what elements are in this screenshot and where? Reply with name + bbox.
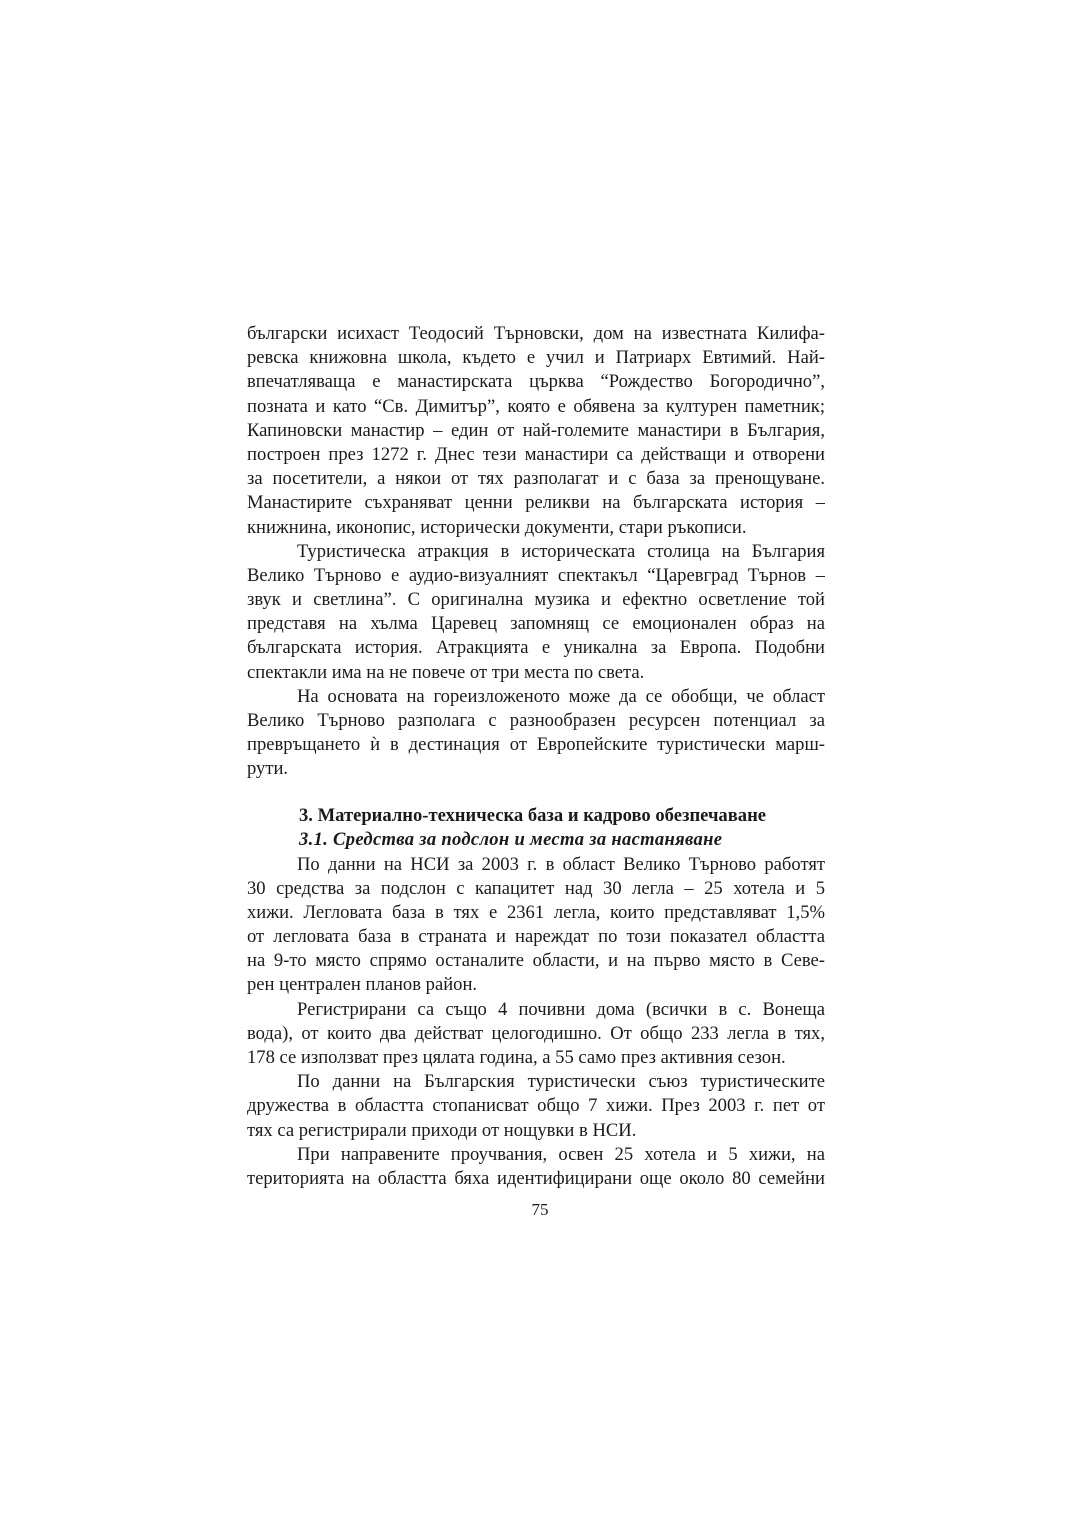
text-line: звук и светлина”. С оригинална музика и ефектно осветление той [247,589,825,611]
text-line: дружества в областта стопанисват общо 7 хижи. През 2003 г. пет от [247,1095,825,1117]
section-subheading: 3.1. Средства за подслон и места за настаняване [299,829,723,851]
text-line: превръщането ѝ в дестинация от Европейските туристически марш- [247,734,825,756]
text-line: Велико Търново разполага с разнообразен ресурсен потенциал за [247,710,825,731]
text-line: територията на областта бяха идентифицирани още около 80 семейни [247,1167,825,1189]
text-line: впечатляваща е манастирската църква “Рождество Богородично”, [247,371,825,393]
text-line: вода), от които два действат целогодишно. От общо 233 легла в тях, [247,1022,825,1044]
section-heading: 3. Материално-техническа база и кадрово обезпечаване [299,804,767,826]
text-line: 30 средства за подслон с капацитет над 30 легла – 25 хотела и 5 [247,877,825,899]
paragraph-summary [247,685,825,782]
page-number: 75 [531,1200,549,1219]
text-line: рен централен планов район. [247,974,478,996]
text-line: български исихаст Теодосий Търновски, дом на известната Килифа- [247,323,825,344]
text-line: спектакли има на не повече от три места по света. [247,661,645,683]
text-line: По данни на НСИ за 2003 г. в област Велико Търново работят [297,853,825,875]
text-line: Туристическа атракция в историческата столица на България [297,540,825,562]
page-body [247,322,825,1191]
text-line: книжнина, иконопис, исторически документи, стари ръкописи. [247,516,747,538]
text-line: позната и като “Св. Димитър”, която е обявена за културен паметник; [247,395,825,417]
text-line: По данни на Българския туристически съюз туристическите [297,1071,825,1093]
text-line: 178 се използват през цялата година, а 55 само през активния сезон. [247,1047,786,1069]
text-line: Регистрирани са също 4 почивни дома (всички в с. Вонеща [297,998,825,1020]
paragraph-spectacle [247,540,825,685]
text-line: тях са регистрирали приходи от нощувки в НСИ. [247,1119,637,1141]
text-line: Велико Търново е аудио-визуалният спектакъл “Царевград Търнов – [247,564,825,586]
section-gap [247,782,825,804]
text-line: При направените проучвания, освен 25 хотела и 5 хижи, на [297,1143,825,1165]
paragraph-rest-homes [247,998,825,1071]
text-line: представя на хълма Царевец запомнящ се емоционален образ на [247,613,825,635]
text-line: рути. [247,758,289,780]
text-line: На основата на гореизложеното може да се обобщи, че област [297,685,825,707]
text-line: българската история. Атракцията е уникална за Европа. Подобни [247,637,825,659]
text-line: ревска книжовна школа, където е учил и Патриарх Евтимий. Най- [247,347,825,369]
text-line: Манастирите съхраняват ценни реликви на българската история – [247,492,825,514]
paragraph-surveys [247,1143,825,1191]
text-line: от легловата база в страната и нареждат по този показател областта [247,926,825,948]
text-line: хижи. Легловата база в тях е 2361 легла, които представляват 1,5% [247,901,825,923]
paragraph-nsi-data [247,853,825,998]
paragraph-monasteries [247,322,825,540]
text-line: за посетители, а някои от тях разполагат и с база за пренощуване. [247,468,825,490]
paragraph-tourist-union [247,1070,825,1143]
text-line: Капиновски манастир – един от най-големите манастири в България, [247,419,825,441]
text-line: построен през 1272 г. Днес тези манастири са действащи и отворени [247,443,825,465]
text-line: на 9-то място спрямо останалите области, и на първо място в Севе- [247,950,825,972]
